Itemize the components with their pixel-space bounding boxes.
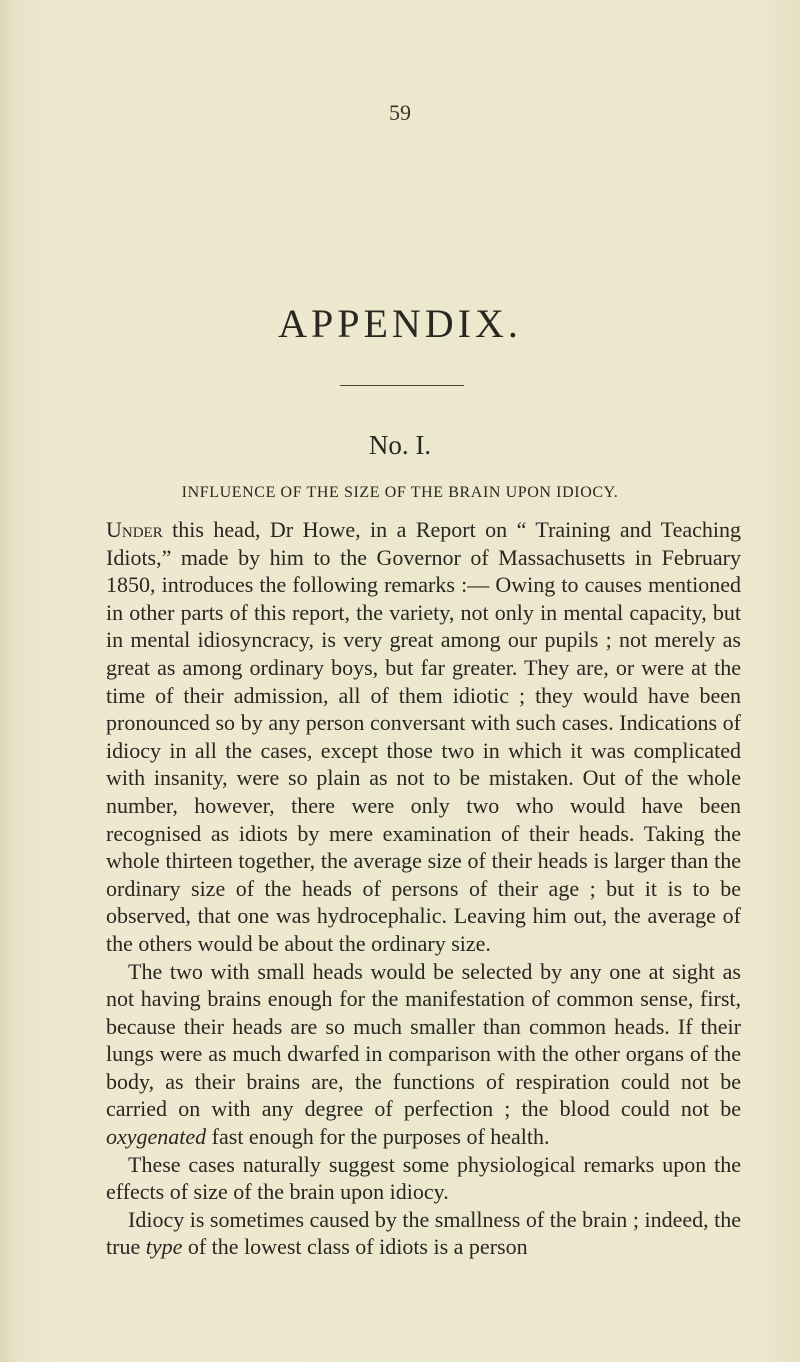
paragraph-4 xyxy=(106,1206,741,1261)
paragraph-1-text: this head, Dr Howe, in a Report on “ Training and Teaching Idiots,” made by him to the Governor of Massachusetts in February 1850, introduces the following remarks :— Owing to causes mentioned in other parts of this report, the variety, not only in mental capacity, but in mental idiosyncracy, is very great among our pupils ; not merely as great as among ordinary boys, but far greater. They are, or were at the time of their admission, all of them idiotic ; they would have been pronounced so by any person conversant with such cases. Indications of idiocy in all the cases, except those two in which it was complicated with insanity, were so plain as not to be mistaken. Out of the whole number, however, there were only two who would have been recognised as idiots by mere examination of their heads. Taking the whole thirteen together, the average size of their heads is larger than the ordinary size of the heads of persons of their age ; but it is to be observed, that one was hydrocephalic. Leaving him out, the average of the others would be about the ordinary size. xyxy=(106,517,741,956)
paragraph-4-text-a: Idiocy is sometimes caused by the smallness of the brain ; indeed, the true xyxy=(106,1206,741,1260)
italic-type: type xyxy=(145,1234,183,1260)
body-text xyxy=(106,516,741,1261)
paragraph-1 xyxy=(106,516,741,958)
paragraph-3: These cases naturally suggest some physiological remarks upon the effects of size of the brain upon idiocy. xyxy=(106,1151,741,1205)
paragraph-2-text-a: The two with small heads would be selected by any one at sight as not having brains enough for the manifestation of common sense, first, because their heads are so much smaller than common heads. If their lungs were as much dwarfed in comparison with the other organs of the body, as their brains are, the functions of respiration could not be carried on with any degree of perfection ; the blood could not be xyxy=(106,958,741,1122)
section-number: No. I. xyxy=(368,430,432,460)
title-divider xyxy=(340,385,464,386)
paragraph-2-text-b: fast enough for the purposes of health. xyxy=(206,1124,550,1150)
appendix-title: APPENDIX. xyxy=(278,301,522,346)
page-number: 59 xyxy=(389,100,411,125)
paragraph-2 xyxy=(106,958,741,1151)
paragraph-4-text-b: of the lowest class of idiots is a person xyxy=(182,1234,528,1260)
section-subtitle: INFLUENCE OF THE SIZE OF THE BRAIN UPON IDIOCY. xyxy=(181,484,619,501)
italic-oxygenated: oxygenated xyxy=(106,1124,207,1150)
lead-word: Under xyxy=(106,517,163,542)
